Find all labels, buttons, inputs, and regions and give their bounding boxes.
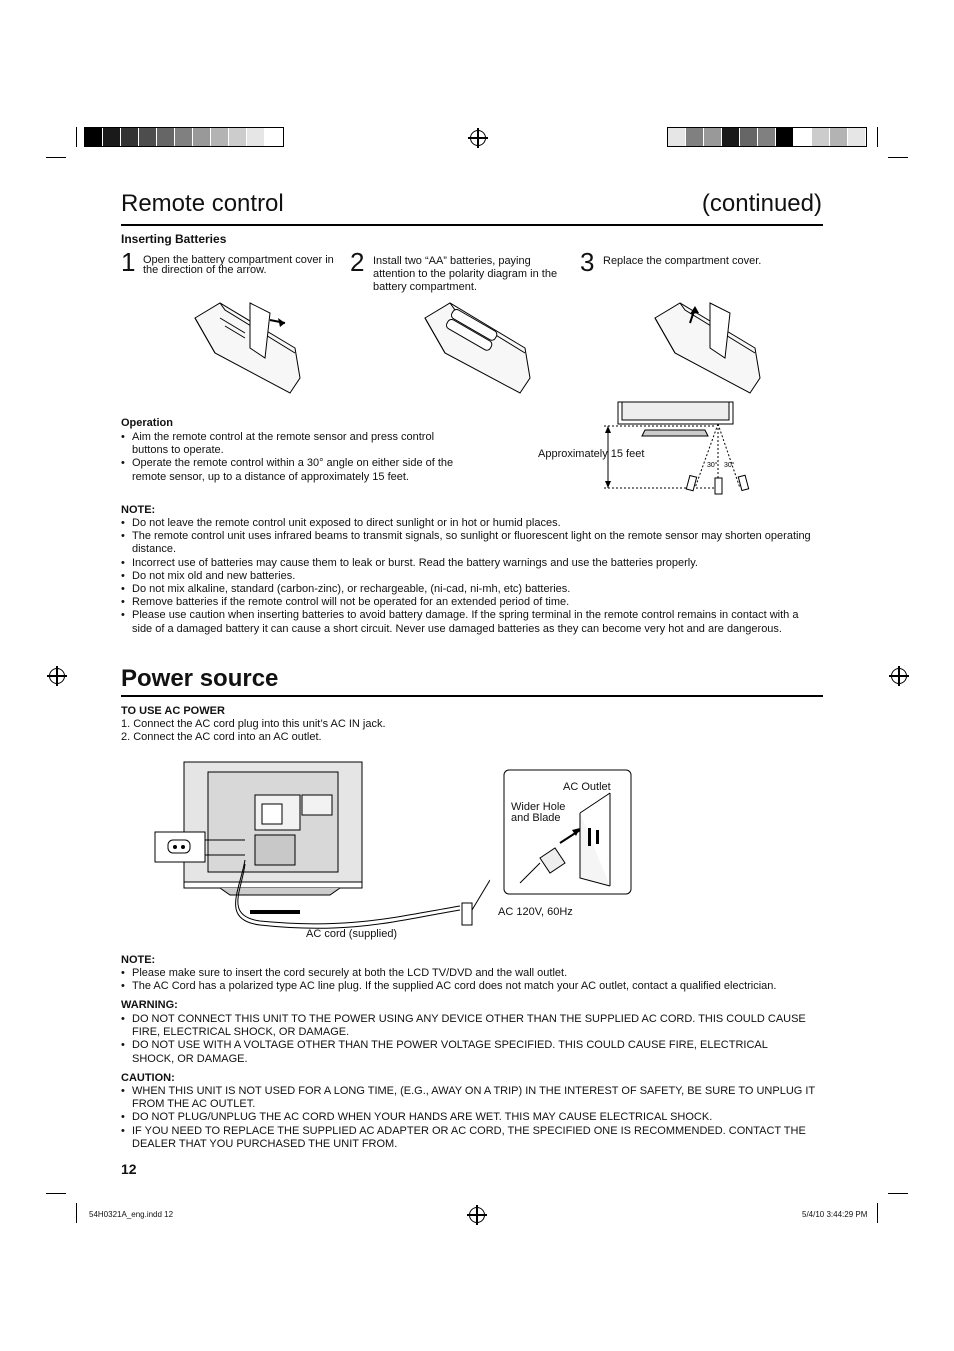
step-text: Install two “AA” batteries, paying attention to the polarity diagram in the battery compartment.	[373, 255, 558, 293]
list-item: • Please use caution when inserting batteries to avoid battery damage. If the spring terminal in the remote control remains in contact with a side of a damaged battery it can cause a short circuit. Never use damaged batteries as they can become very hot and are dangerous.	[121, 609, 811, 635]
color-swatch	[776, 128, 794, 146]
remote-notes-list	[121, 517, 811, 636]
cautions-list	[121, 1085, 821, 1151]
title-rule	[121, 224, 823, 226]
page-title-continued: (continued)	[701, 190, 822, 217]
color-swatch	[704, 128, 722, 146]
color-bar-left	[84, 127, 284, 147]
step-number: 3	[580, 247, 595, 277]
registration-mark-icon	[470, 130, 486, 146]
page-title: Remote control	[121, 190, 284, 217]
section-rule	[121, 695, 823, 697]
list-item: 2. Connect the AC cord into an AC outlet.	[121, 731, 322, 744]
list-item: • Incorrect use of batteries may cause them to leak or burst. Read the battery warnings and use the batteries properly.	[121, 557, 811, 570]
list-item: • Operate the remote control within a 30° angle on either side of the remote sensor, up to a distance of approximately 15 feet.	[121, 457, 461, 483]
list-item: • Aim the remote control at the remote sensor and press control buttons to operate.	[121, 431, 461, 457]
color-bar-right	[667, 127, 867, 147]
list-item: • The remote control unit uses infrared beams to transmit signals, so sunlight or fluorescent light on the remote sensor may shorten operating distance.	[121, 530, 811, 556]
page-number: 12	[121, 1161, 137, 1177]
color-swatch	[175, 128, 193, 146]
color-swatch	[668, 128, 686, 146]
ac-power-heading: TO USE AC POWER	[121, 705, 225, 717]
remote-replace-cover-illustration	[650, 298, 765, 398]
list-item: • IF YOU NEED TO REPLACE THE SUPPLIED AC ADAPTER OR AC CORD, THE SPECIFIED ONE IS RECOMMENDED. CONTACT THE DEALER THAT YOU PURCHASED THE UNIT FROM.	[121, 1125, 821, 1151]
wider-hole-label: Wider Hole and Blade	[511, 801, 566, 824]
note-heading: NOTE:	[121, 504, 156, 516]
color-swatch	[247, 128, 265, 146]
color-swatch	[812, 128, 830, 146]
registration-mark-icon	[49, 668, 65, 684]
color-swatch	[722, 128, 740, 146]
color-swatch	[157, 128, 175, 146]
color-swatch	[830, 128, 848, 146]
ac-outlet-label: AC Outlet	[563, 781, 611, 793]
ac-power-steps	[121, 718, 386, 744]
list-item: • DO NOT USE WITH A VOLTAGE OTHER THAN THE POWER VOLTAGE SPECIFIED. THIS COULD CAUSE FIRE, ELECTRICAL SHOCK, OR DAMAGE.	[121, 1039, 811, 1065]
step-number: 2	[350, 247, 365, 277]
step-text: Replace the compartment cover.	[603, 255, 762, 267]
color-swatch	[121, 128, 139, 146]
warning-heading: WARNING:	[121, 999, 178, 1011]
footer-timestamp: 5/4/10 3:44:29 PM	[802, 1210, 868, 1219]
list-item: • Do not mix alkaline, standard (carbon-zinc), or rechargeable, (ni-cad, ni-mh, etc) batteries.	[121, 583, 811, 596]
tv-back-ac-cord-illustration	[150, 760, 490, 935]
section-title: Power source	[121, 665, 279, 692]
angle-label-left: 30°	[707, 462, 718, 469]
color-swatch	[85, 128, 103, 146]
list-item: • Do not leave the remote control unit exposed to direct sunlight or in hot or humid places.	[121, 517, 811, 530]
list-item: • DO NOT CONNECT THIS UNIT TO THE POWER USING ANY DEVICE OTHER THAN THE SUPPLIED AC CORD. THIS COULD CAUSE FIRE, ELECTRICAL SHOCK, OR DAMAGE.	[121, 1013, 811, 1039]
power-notes-list	[121, 967, 821, 993]
footer-filename: 54H0321A_eng.indd 12	[89, 1210, 174, 1219]
list-item: • Please make sure to insert the cord securely at both the LCD TV/DVD and the wall outlet.	[121, 967, 821, 980]
color-swatch	[794, 128, 812, 146]
color-swatch	[686, 128, 704, 146]
color-swatch	[265, 128, 283, 146]
color-swatch	[848, 128, 866, 146]
registration-mark-icon	[891, 668, 907, 684]
list-item: • Remove batteries if the remote control will not be operated for an extended period of time.	[121, 596, 811, 609]
color-swatch	[758, 128, 776, 146]
operation-list	[121, 431, 461, 484]
list-item: • The AC Cord has a polarized type AC line plug. If the supplied AC cord does not match your AC outlet, contact a qualified electrician.	[121, 980, 821, 993]
operation-heading: Operation	[121, 417, 173, 429]
ac-spec-label: AC 120V, 60Hz	[498, 906, 573, 918]
color-swatch	[103, 128, 121, 146]
color-swatch	[193, 128, 211, 146]
color-swatch	[139, 128, 157, 146]
list-item: • Do not mix old and new batteries.	[121, 570, 811, 583]
color-swatch	[740, 128, 758, 146]
list-item: 1. Connect the AC cord plug into this unit’s AC IN jack.	[121, 718, 386, 730]
step-number: 1	[121, 247, 136, 277]
inserting-batteries-heading: Inserting Batteries	[121, 232, 227, 246]
ac-cord-label: AC cord (supplied)	[306, 928, 398, 940]
registration-mark-icon	[469, 1207, 485, 1223]
caution-heading: CAUTION:	[121, 1072, 175, 1084]
color-swatch	[211, 128, 229, 146]
list-item: • WHEN THIS UNIT IS NOT USED FOR A LONG TIME, (E.G., AWAY ON A TRIP) IN THE INTEREST OF SAFETY, BE SURE TO UNPLUG IT FROM THE AC OUTLET.	[121, 1085, 821, 1111]
distance-label: Approximately 15 feet	[538, 448, 645, 460]
remote-batteries-illustration	[420, 298, 535, 398]
warnings-list	[121, 1013, 811, 1066]
list-item: • DO NOT PLUG/UNPLUG THE AC CORD WHEN YOUR HANDS ARE WET. THIS MAY CAUSE ELECTRICAL SHOCK.	[121, 1111, 821, 1124]
remote-battery-cover-open-illustration	[190, 298, 305, 398]
step-text: Open the battery compartment cover in the direction of the arrow.	[143, 254, 334, 276]
angle-label-right: 30°	[724, 462, 735, 469]
color-swatch	[229, 128, 247, 146]
note-heading: NOTE:	[121, 954, 156, 966]
